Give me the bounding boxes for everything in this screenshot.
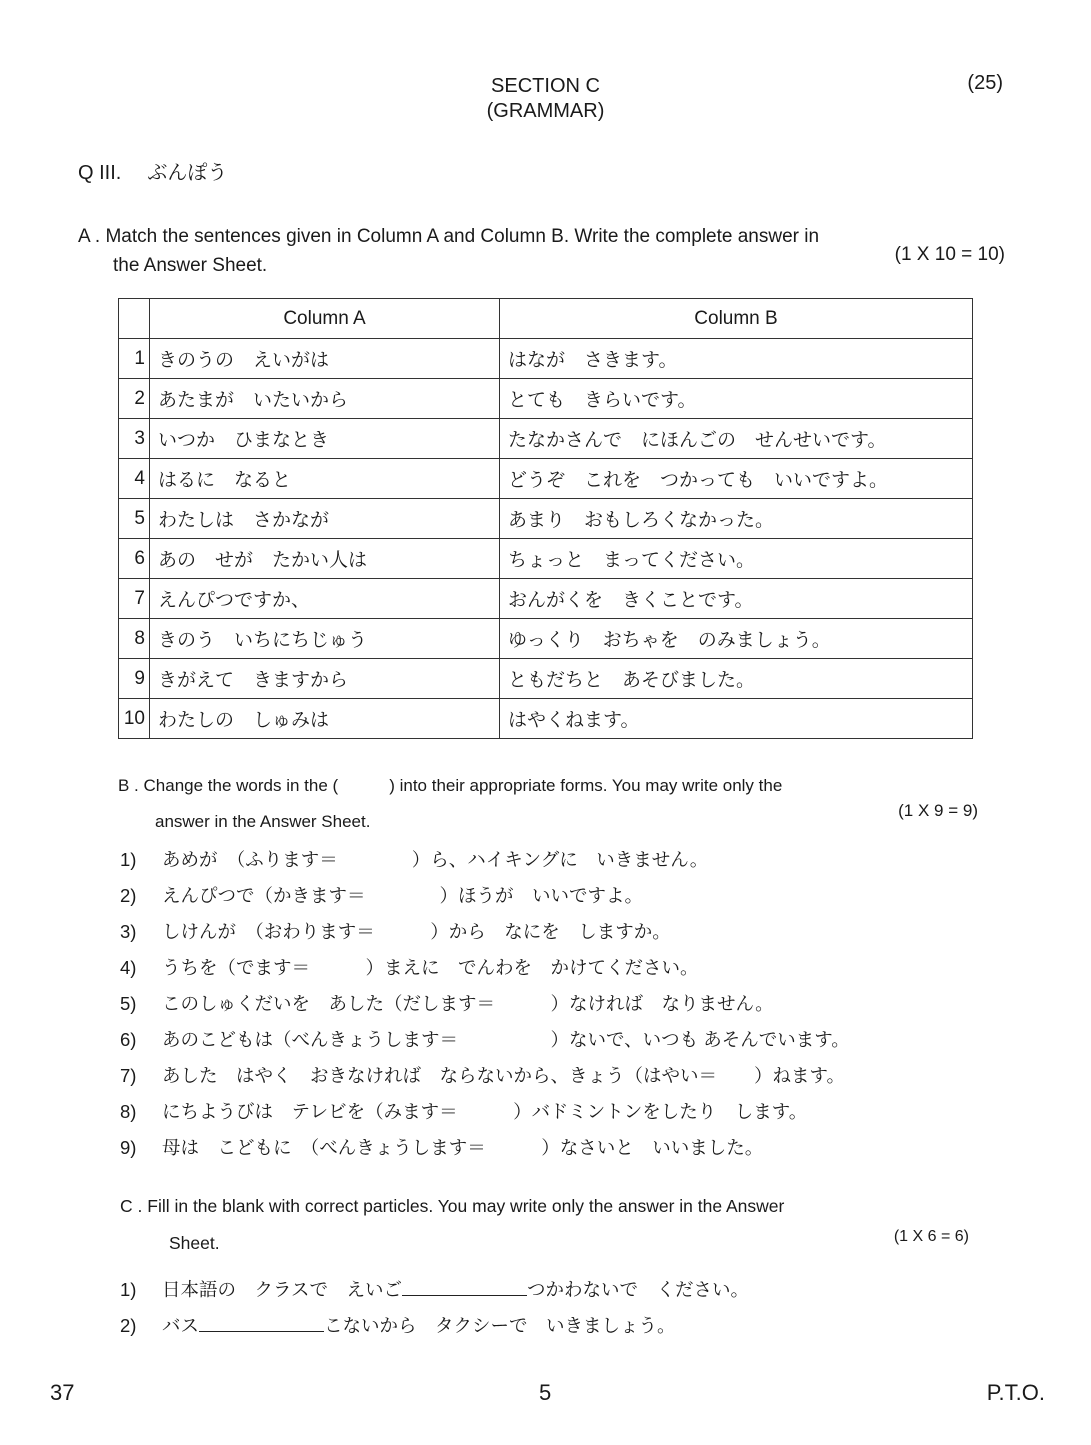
table-header-column-b: Column B bbox=[500, 299, 973, 339]
column-a-cell: いつか ひまなとき bbox=[150, 419, 500, 459]
list-item bbox=[120, 1308, 749, 1344]
item-text: あのこどもは（べんきょうします＝ ）ないで、いつも あそんでいます。 bbox=[162, 1029, 850, 1050]
item-text: しけんが （おわります＝ ）から なにを しますか。 bbox=[162, 921, 671, 942]
part-c-line1: Fill in the blank with correct particles. You may write only the answer in the Answer bbox=[147, 1196, 785, 1216]
table-row bbox=[119, 459, 973, 499]
item-text: あした はやく おきなければ ならないから、きょう（はやい＝ ）ねます。 bbox=[162, 1065, 846, 1086]
column-b-cell: はやくねます。 bbox=[500, 699, 973, 739]
column-b-cell: おんがくを きくことです。 bbox=[500, 579, 973, 619]
list-item bbox=[120, 878, 850, 914]
list-item bbox=[120, 950, 850, 986]
row-number: 8 bbox=[119, 619, 150, 659]
column-a-cell: えんぴつですか、 bbox=[150, 579, 500, 619]
table-header-column-a: Column A bbox=[150, 299, 500, 339]
footer-pto: P.T.O. bbox=[986, 1380, 1045, 1405]
item-text-after-blank: つかわないで ください。 bbox=[526, 1279, 749, 1300]
table-row bbox=[119, 619, 973, 659]
part-c-label: C . bbox=[120, 1196, 143, 1216]
item-text-after-blank: こないから タクシーで いきましょう。 bbox=[324, 1315, 676, 1336]
item-number: 1) bbox=[120, 1279, 137, 1300]
part-c-line2: Sheet. bbox=[169, 1233, 220, 1253]
row-number: 5 bbox=[119, 499, 150, 539]
question-title: ぶんぽう bbox=[147, 162, 228, 184]
column-b-cell: たなかさんで にほんごの せんせいです。 bbox=[500, 419, 973, 459]
row-number: 2 bbox=[119, 379, 150, 419]
part-c-question-list bbox=[120, 1272, 749, 1344]
part-b-label: B . bbox=[118, 776, 139, 795]
part-b-question-list bbox=[120, 842, 850, 1166]
table-header-row bbox=[119, 299, 973, 339]
part-a-line2: the Answer Sheet. bbox=[113, 255, 268, 276]
section-title: SECTION C bbox=[491, 75, 600, 97]
list-item bbox=[120, 1130, 850, 1166]
item-text-before-blank: バス bbox=[162, 1315, 200, 1336]
list-item bbox=[120, 1058, 850, 1094]
column-b-cell: あまり おもしろくなかった。 bbox=[500, 499, 973, 539]
part-b-marks: (1 X 9 = 9) bbox=[898, 801, 978, 820]
item-number: 2) bbox=[120, 885, 137, 906]
item-text: えんぴつで（かきます＝ ）ほうが いいですよ。 bbox=[162, 885, 644, 906]
part-c-marks: (1 X 6 = 6) bbox=[893, 1228, 969, 1245]
list-item bbox=[120, 1272, 749, 1308]
column-b-cell: はなが さきます。 bbox=[500, 339, 973, 379]
part-b-line2: answer in the Answer Sheet. bbox=[155, 812, 371, 831]
column-b-cell: どうぞ これを つかっても いいですよ。 bbox=[500, 459, 973, 499]
part-a-marks: (1 X 10 = 10) bbox=[894, 244, 1005, 265]
part-b-line1: Change the words in the ( ) into their appropriate forms. You may write only the bbox=[143, 776, 783, 795]
list-item bbox=[120, 842, 850, 878]
list-item bbox=[120, 986, 850, 1022]
list-item bbox=[120, 914, 850, 950]
table-body bbox=[119, 339, 973, 739]
table-row bbox=[119, 539, 973, 579]
table-row bbox=[119, 419, 973, 459]
item-number: 8) bbox=[120, 1101, 137, 1122]
item-number: 6) bbox=[120, 1029, 137, 1050]
column-a-cell: わたしは さかなが bbox=[150, 499, 500, 539]
item-text: うちを（でます＝ ）まえに でんわを かけてください。 bbox=[162, 957, 699, 978]
item-text: にちようびは テレビを（みます＝ ）バドミントンをしたり します。 bbox=[162, 1101, 808, 1122]
part-a-label: A . bbox=[78, 226, 101, 247]
row-number: 9 bbox=[119, 659, 150, 699]
match-table bbox=[118, 298, 973, 739]
item-text: このしゅくだいを あした（だします＝ ）なければ なりません。 bbox=[162, 993, 774, 1014]
item-text: 母は こどもに （べんきょうします＝ ）なさいと いいました。 bbox=[162, 1137, 764, 1158]
table-row bbox=[119, 379, 973, 419]
section-heading bbox=[0, 74, 1091, 124]
row-number: 4 bbox=[119, 459, 150, 499]
section-total-marks: (25) bbox=[967, 72, 1003, 94]
column-a-cell: きがえて きますから bbox=[150, 659, 500, 699]
item-number: 7) bbox=[120, 1065, 137, 1086]
item-number: 1) bbox=[120, 849, 137, 870]
table-row bbox=[119, 659, 973, 699]
row-number: 1 bbox=[119, 339, 150, 379]
column-a-cell: きのう いちにちじゅう bbox=[150, 619, 500, 659]
column-a-cell: きのうの えいがは bbox=[150, 339, 500, 379]
section-subtitle: (GRAMMAR) bbox=[486, 100, 605, 122]
footer-page-number: 5 bbox=[539, 1380, 552, 1405]
row-number: 3 bbox=[119, 419, 150, 459]
table-row bbox=[119, 499, 973, 539]
question-number: Q III. bbox=[78, 162, 122, 184]
column-a-cell: あたまが いたいから bbox=[150, 379, 500, 419]
table-row bbox=[119, 699, 973, 739]
item-number: 4) bbox=[120, 957, 137, 978]
item-number: 9) bbox=[120, 1137, 137, 1158]
list-item bbox=[120, 1094, 850, 1130]
column-a-cell: あの せが たかい人は bbox=[150, 539, 500, 579]
answer-blank bbox=[199, 1313, 324, 1332]
table-row bbox=[119, 579, 973, 619]
column-b-cell: とても きらいです。 bbox=[500, 379, 973, 419]
part-a-instructions bbox=[78, 222, 1008, 280]
part-b-instructions bbox=[118, 768, 978, 840]
item-number: 3) bbox=[120, 921, 137, 942]
list-item bbox=[120, 1022, 850, 1058]
footer-code: 37 bbox=[50, 1380, 75, 1405]
row-number: 10 bbox=[119, 699, 150, 739]
column-b-cell: ちょっと まってください。 bbox=[500, 539, 973, 579]
column-b-cell: ともだちと あそびました。 bbox=[500, 659, 973, 699]
row-number: 7 bbox=[119, 579, 150, 619]
part-c-instructions bbox=[120, 1188, 980, 1262]
answer-blank bbox=[402, 1277, 527, 1296]
question-heading bbox=[78, 156, 227, 185]
column-b-cell: ゆっくり おちゃを のみましょう。 bbox=[500, 619, 973, 659]
row-number: 6 bbox=[119, 539, 150, 579]
item-number: 2) bbox=[120, 1315, 137, 1336]
table-header-number bbox=[119, 299, 150, 339]
table-row bbox=[119, 339, 973, 379]
item-text-before-blank: 日本語の クラスで えいご bbox=[162, 1279, 402, 1300]
column-a-cell: わたしの しゅみは bbox=[150, 699, 500, 739]
column-a-cell: はるに なると bbox=[150, 459, 500, 499]
item-number: 5) bbox=[120, 993, 137, 1014]
item-text: あめが （ふります＝ ）ら、ハイキングに いきません。 bbox=[162, 849, 709, 870]
part-a-line1: Match the sentences given in Column A and Column B. Write the complete answer in bbox=[105, 226, 820, 247]
